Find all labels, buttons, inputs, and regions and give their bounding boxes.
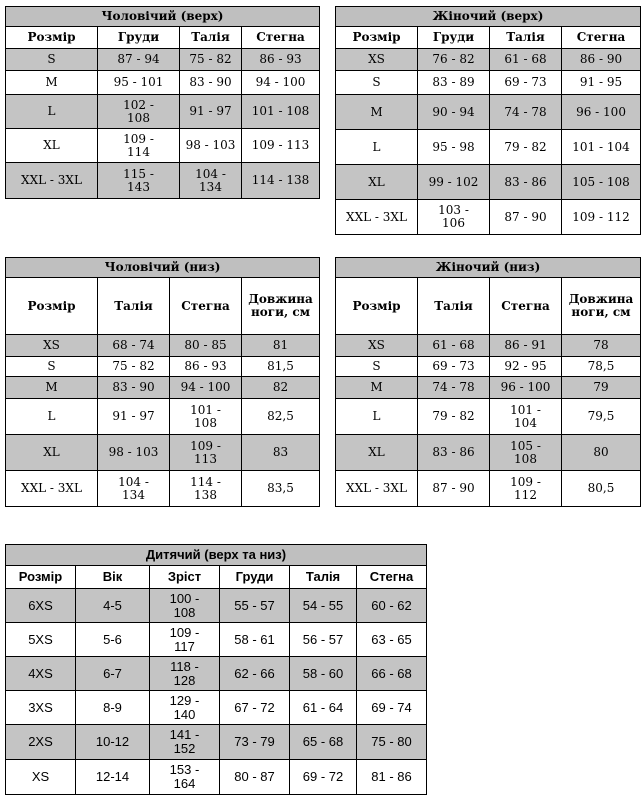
table-cell: 3XS: [6, 691, 76, 725]
table-cell: 69 - 74: [357, 691, 427, 725]
table-cell: 83,5: [242, 471, 320, 507]
table-cell: 79 - 82: [418, 399, 490, 435]
column-header: Груди: [418, 27, 490, 49]
table-row: [336, 435, 641, 471]
table-cell: 75 - 80: [357, 725, 427, 760]
table-title: Жіночий (низ): [336, 258, 641, 278]
table-cell: XS: [336, 49, 418, 71]
table-cell: 86 - 91: [490, 335, 562, 357]
table-row: [6, 95, 320, 129]
table-cell: 96 - 100: [490, 377, 562, 399]
table-cell: 101 - 104: [490, 399, 562, 435]
table-cell: 74 - 78: [490, 95, 562, 130]
table-cell: 114 - 138: [242, 163, 320, 199]
column-header: Талія: [418, 278, 490, 335]
table-cell: 105 - 108: [490, 435, 562, 471]
table-cell: 80: [562, 435, 641, 471]
table-cell: 141 - 152: [150, 725, 220, 760]
table-cell: 75 - 82: [98, 357, 170, 377]
table-cell: 91 - 97: [98, 399, 170, 435]
table-cell: 98 - 103: [180, 129, 242, 163]
table-cell: L: [6, 95, 98, 129]
table-cell: XXL - 3XL: [6, 163, 98, 199]
column-header: Талія: [290, 566, 357, 589]
table-cell: 75 - 82: [180, 49, 242, 71]
table-cell: 78: [562, 335, 641, 357]
table-cell: 87 - 90: [418, 471, 490, 507]
table-row: [6, 623, 427, 657]
table-title: Чоловічий (низ): [6, 258, 320, 278]
table-row: [336, 165, 641, 200]
table-cell: 109 - 114: [98, 129, 180, 163]
table-cell: 87 - 90: [490, 200, 562, 235]
table-cell: 153 - 164: [150, 760, 220, 795]
table-cell: XXL - 3XL: [336, 200, 418, 235]
table-cell: 54 - 55: [290, 589, 357, 623]
table-cell: XL: [6, 435, 98, 471]
table-cell: XXL - 3XL: [336, 471, 418, 507]
table-cell: 4-5: [76, 589, 150, 623]
table-row: [6, 691, 427, 725]
table-row: [6, 760, 427, 795]
table-cell: 95 - 101: [98, 71, 180, 95]
table-row: [336, 399, 641, 435]
table-title: Жіночий (верх): [336, 7, 641, 27]
table-cell: 86 - 93: [242, 49, 320, 71]
table-cell: 69 - 73: [418, 357, 490, 377]
table-cell: M: [336, 377, 418, 399]
table-cell: 5-6: [76, 623, 150, 657]
table-cell: 102 - 108: [98, 95, 180, 129]
table-cell: 83 - 86: [418, 435, 490, 471]
table-row: [6, 589, 427, 623]
table-cell: 100 - 108: [150, 589, 220, 623]
table-cell: 80 - 87: [220, 760, 290, 795]
column-header: Груди: [220, 566, 290, 589]
table-cell: 61 - 68: [490, 49, 562, 71]
table-cell: 2XS: [6, 725, 76, 760]
table-cell: 118 - 128: [150, 657, 220, 691]
table-cell: 61 - 68: [418, 335, 490, 357]
table-cell: 81: [242, 335, 320, 357]
column-header: Талія: [180, 27, 242, 49]
table-row: [336, 95, 641, 130]
table-cell: 115 - 143: [98, 163, 180, 199]
table-cell: 96 - 100: [562, 95, 641, 130]
table-cell: 81,5: [242, 357, 320, 377]
table-cell: 109 - 117: [150, 623, 220, 657]
table-row: [6, 435, 320, 471]
column-header: Довжина ноги, см: [242, 278, 320, 335]
table-cell: 60 - 62: [357, 589, 427, 623]
table-cell: 87 - 94: [98, 49, 180, 71]
table-cell: 73 - 79: [220, 725, 290, 760]
table-cell: 6-7: [76, 657, 150, 691]
table-cell: 58 - 60: [290, 657, 357, 691]
table-cell: 94 - 100: [170, 377, 242, 399]
table-cell: S: [6, 49, 98, 71]
table-cell: 10-12: [76, 725, 150, 760]
column-header: Стегна: [170, 278, 242, 335]
table-cell: 67 - 72: [220, 691, 290, 725]
table-cell: 101 - 108: [170, 399, 242, 435]
table-cell: M: [6, 71, 98, 95]
table-row: [336, 357, 641, 377]
table-row: [336, 49, 641, 71]
table-row: [336, 200, 641, 235]
table-cell: 83 - 90: [98, 377, 170, 399]
men-bottom-table: [5, 257, 320, 507]
table-row: [6, 657, 427, 691]
table-cell: 65 - 68: [290, 725, 357, 760]
table-cell: 91 - 95: [562, 71, 641, 95]
table-cell: 104 - 134: [98, 471, 170, 507]
column-header: Зріст: [150, 566, 220, 589]
table-cell: L: [336, 130, 418, 165]
table-cell: 78,5: [562, 357, 641, 377]
table-cell: 109 - 113: [242, 129, 320, 163]
table-cell: 95 - 98: [418, 130, 490, 165]
women-bottom-table: [335, 257, 641, 507]
table-row: [6, 49, 320, 71]
table-cell: 109 - 112: [490, 471, 562, 507]
table-row: [6, 163, 320, 199]
column-header: Вік: [76, 566, 150, 589]
table-cell: 103 - 106: [418, 200, 490, 235]
table-cell: 76 - 82: [418, 49, 490, 71]
table-cell: 83: [242, 435, 320, 471]
table-cell: XS: [6, 335, 98, 357]
column-header: Стегна: [357, 566, 427, 589]
table-row: [6, 335, 320, 357]
table-cell: 68 - 74: [98, 335, 170, 357]
table-cell: 82,5: [242, 399, 320, 435]
table-row: [6, 377, 320, 399]
table-cell: 69 - 72: [290, 760, 357, 795]
table-cell: 55 - 57: [220, 589, 290, 623]
column-header: Розмір: [6, 566, 76, 589]
column-header: Талія: [98, 278, 170, 335]
table-cell: 79,5: [562, 399, 641, 435]
table-cell: 94 - 100: [242, 71, 320, 95]
column-header: Стегна: [562, 27, 641, 49]
table-cell: XXL - 3XL: [6, 471, 98, 507]
table-cell: 58 - 61: [220, 623, 290, 657]
table-cell: 86 - 93: [170, 357, 242, 377]
table-cell: 83 - 86: [490, 165, 562, 200]
table-cell: XS: [336, 335, 418, 357]
table-cell: 98 - 103: [98, 435, 170, 471]
table-cell: 114 - 138: [170, 471, 242, 507]
column-header: Довжина ноги, см: [562, 278, 641, 335]
table-cell: 86 - 90: [562, 49, 641, 71]
table-cell: 82: [242, 377, 320, 399]
table-cell: 8-9: [76, 691, 150, 725]
table-cell: S: [336, 357, 418, 377]
table-cell: 4XS: [6, 657, 76, 691]
table-cell: 79 - 82: [490, 130, 562, 165]
column-header: Розмір: [336, 27, 418, 49]
table-cell: 80 - 85: [170, 335, 242, 357]
table-row: [336, 335, 641, 357]
table-cell: 63 - 65: [357, 623, 427, 657]
table-row: [336, 130, 641, 165]
table-cell: 61 - 64: [290, 691, 357, 725]
table-cell: 79: [562, 377, 641, 399]
table-cell: 5XS: [6, 623, 76, 657]
table-cell: 104 - 134: [180, 163, 242, 199]
column-header: Стегна: [490, 278, 562, 335]
men-top-table: [5, 6, 320, 199]
table-cell: 81 - 86: [357, 760, 427, 795]
table-cell: 109 - 113: [170, 435, 242, 471]
table-cell: 109 - 112: [562, 200, 641, 235]
table-cell: 74 - 78: [418, 377, 490, 399]
table-cell: 80,5: [562, 471, 641, 507]
table-row: [6, 471, 320, 507]
table-cell: XL: [336, 435, 418, 471]
table-row: [336, 471, 641, 507]
table-cell: 92 - 95: [490, 357, 562, 377]
table-cell: 6XS: [6, 589, 76, 623]
table-cell: 99 - 102: [418, 165, 490, 200]
column-header: Груди: [98, 27, 180, 49]
table-cell: XS: [6, 760, 76, 795]
column-header: Розмір: [6, 278, 98, 335]
table-cell: 56 - 57: [290, 623, 357, 657]
table-cell: 69 - 73: [490, 71, 562, 95]
women-top-table: [335, 6, 641, 235]
table-cell: 105 - 108: [562, 165, 641, 200]
table-row: [6, 71, 320, 95]
table-cell: M: [6, 377, 98, 399]
table-row: [6, 725, 427, 760]
table-row: [336, 71, 641, 95]
table-cell: S: [6, 357, 98, 377]
table-cell: 83 - 90: [180, 71, 242, 95]
column-header: Талія: [490, 27, 562, 49]
table-cell: 66 - 68: [357, 657, 427, 691]
table-cell: 129 - 140: [150, 691, 220, 725]
table-cell: 62 - 66: [220, 657, 290, 691]
column-header: Стегна: [242, 27, 320, 49]
table-title: Дитячий (верх та низ): [6, 545, 427, 566]
table-cell: XL: [6, 129, 98, 163]
table-row: [336, 377, 641, 399]
table-cell: XL: [336, 165, 418, 200]
table-cell: 83 - 89: [418, 71, 490, 95]
kids-table: [5, 544, 427, 795]
table-cell: 12-14: [76, 760, 150, 795]
column-header: Розмір: [336, 278, 418, 335]
table-cell: 90 - 94: [418, 95, 490, 130]
table-cell: M: [336, 95, 418, 130]
table-cell: L: [336, 399, 418, 435]
table-cell: L: [6, 399, 98, 435]
table-title: Чоловічий (верх): [6, 7, 320, 27]
table-row: [6, 357, 320, 377]
table-cell: 101 - 104: [562, 130, 641, 165]
table-cell: 101 - 108: [242, 95, 320, 129]
column-header: Розмір: [6, 27, 98, 49]
table-cell: 91 - 97: [180, 95, 242, 129]
table-cell: S: [336, 71, 418, 95]
table-row: [6, 129, 320, 163]
table-row: [6, 399, 320, 435]
